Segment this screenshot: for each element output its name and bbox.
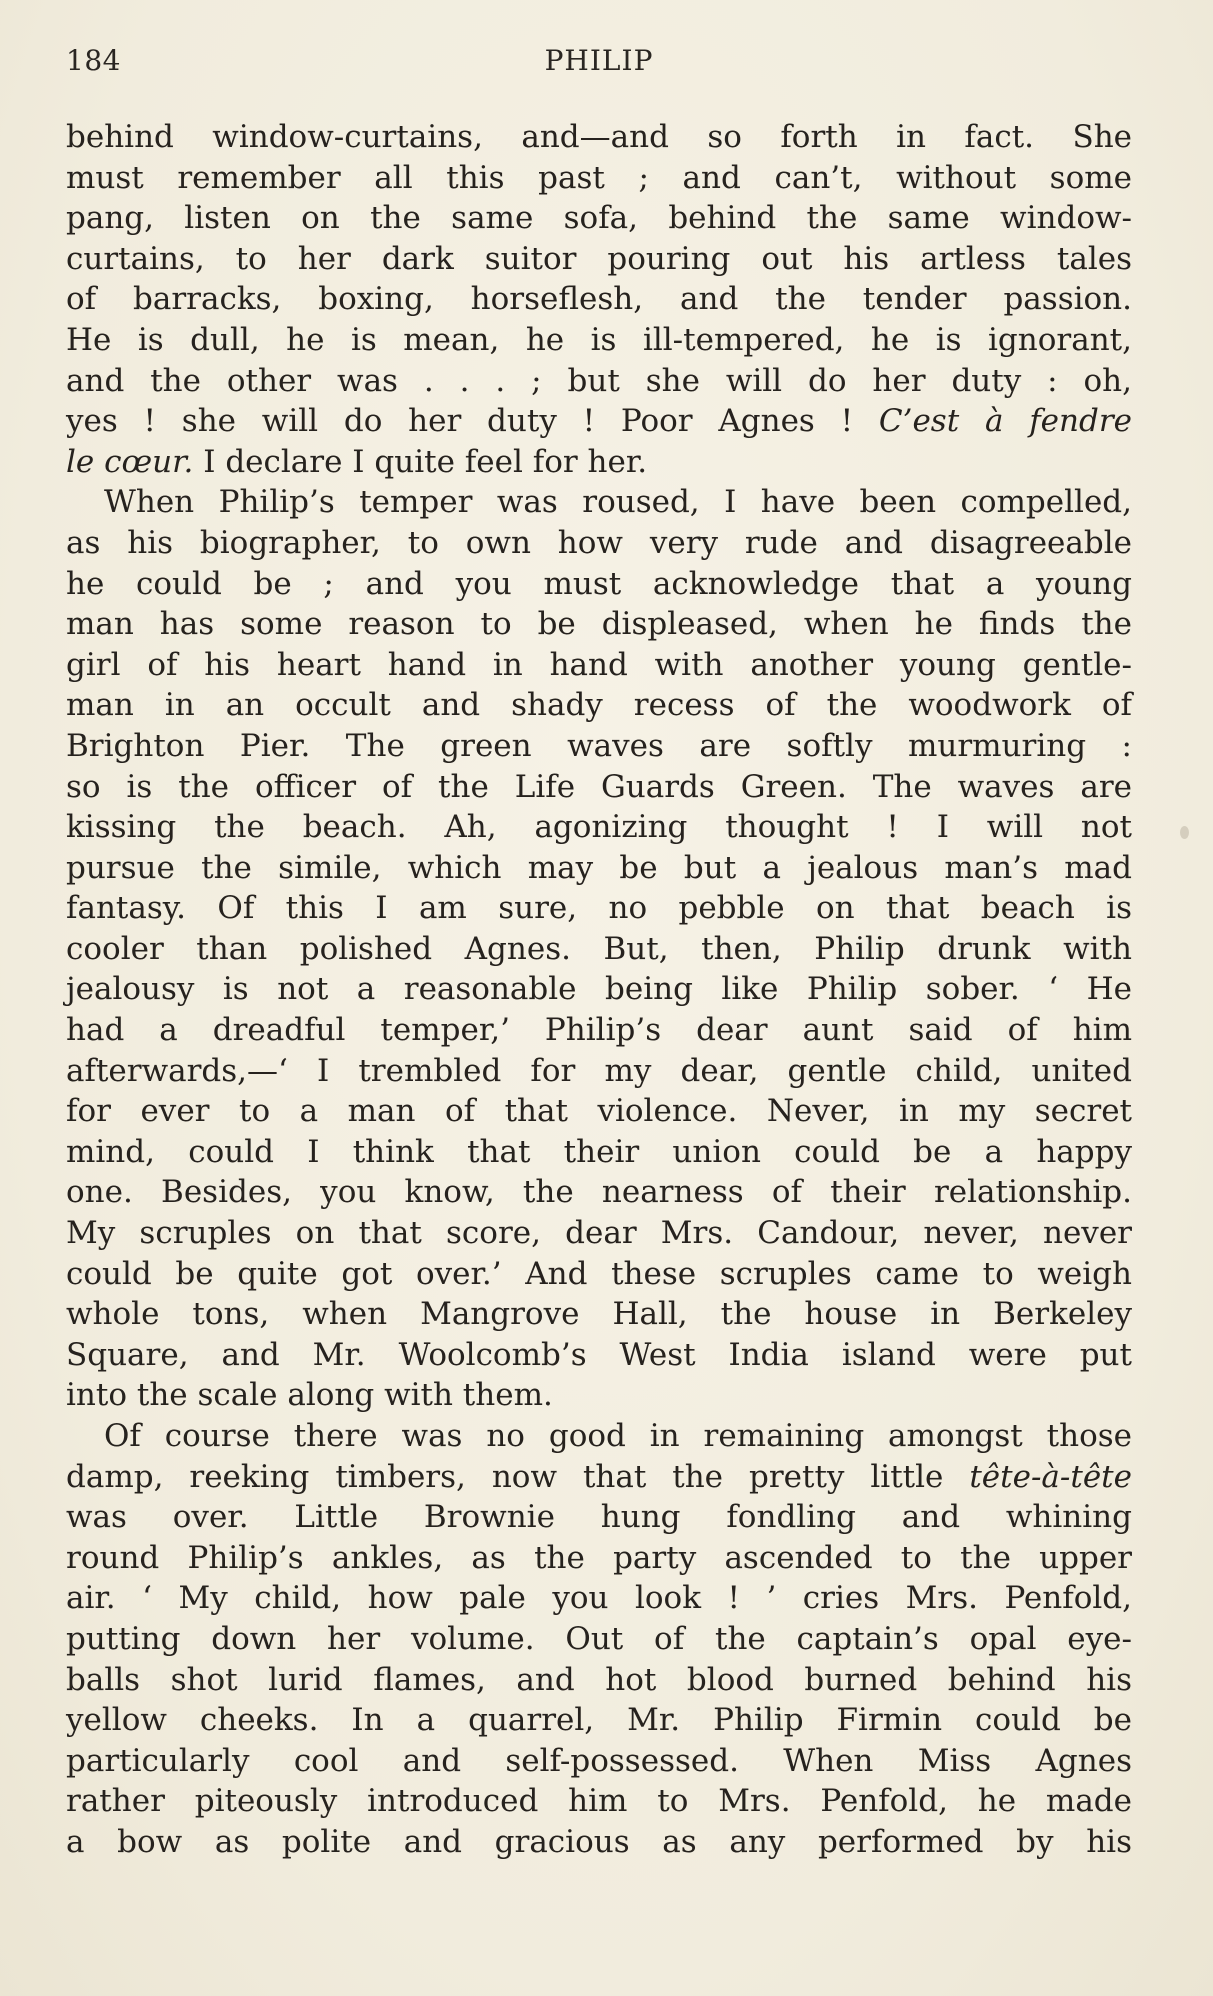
text-line: was over. Little Brownie hung fondling and whining bbox=[66, 1499, 1132, 1536]
text-line: of barracks, boxing, horseflesh, and the tender passion. bbox=[66, 281, 1132, 318]
body-text bbox=[66, 117, 1132, 1863]
text-line: pursue the simile, which may be but a jealous man’s mad bbox=[66, 849, 1132, 886]
text-line: Brighton Pier. The green waves are softly murmuring : bbox=[66, 727, 1132, 764]
text-segment: damp, reeking timbers, now that the pretty little bbox=[66, 1458, 944, 1495]
text-line: man has some reason to be displeased, when he finds the bbox=[66, 606, 1132, 643]
text-line: My scruples on that score, dear Mrs. Candour, never, never bbox=[66, 1215, 1132, 1252]
text-line: particularly cool and self-possessed. When Miss Agnes bbox=[66, 1742, 1132, 1779]
text-line: yellow cheeks. In a quarrel, Mr. Philip Firmin could be bbox=[66, 1702, 1132, 1739]
text-line: balls shot lurid flames, and hot blood burned behind his bbox=[66, 1661, 1132, 1698]
text-line: had a dreadful temper,’ Philip’s dear aunt said of him bbox=[66, 1012, 1132, 1049]
text-line: behind window-curtains, and—and so forth in fact. She bbox=[66, 119, 1132, 155]
text-line: pang, listen on the same sofa, behind the same window- bbox=[66, 200, 1132, 237]
text-line bbox=[66, 442, 1132, 483]
paper-spot bbox=[1180, 826, 1189, 839]
text-line: mind, could I think that their union could be a happy bbox=[66, 1133, 1132, 1170]
italic-phrase: tête-à-tête bbox=[969, 1458, 1132, 1495]
page-number: 184 bbox=[66, 44, 121, 77]
text-line: a bow as polite and gracious as any performed by his bbox=[66, 1823, 1132, 1860]
text-line: round Philip’s ankles, as the party ascended to the upper bbox=[66, 1539, 1132, 1576]
text-line: as his biographer, to own how very rude and disagreeable bbox=[66, 524, 1132, 561]
text-line: into the scale along with them. bbox=[66, 1377, 553, 1414]
text-line: so is the officer of the Life Guards Green. The waves are bbox=[66, 768, 1132, 805]
text-segment: yes ! she will do her duty ! Poor Agnes ! bbox=[66, 403, 854, 440]
text-line: putting down her volume. Out of the captain’s opal eye- bbox=[66, 1620, 1132, 1657]
text-line: curtains, to her dark suitor pouring out his artless tales bbox=[66, 240, 1132, 277]
text-line: must remember all this past ; and can’t, without some bbox=[66, 159, 1132, 196]
text-line: girl of his heart hand in hand with another young gentle- bbox=[66, 646, 1132, 683]
page-header bbox=[66, 44, 1132, 84]
text-line: rather piteously introduced him to Mrs. Penfold, he made bbox=[66, 1783, 1132, 1820]
text-line: one. Besides, you know, the nearness of their relationship. bbox=[66, 1174, 1132, 1211]
text-line: Square, and Mr. Woolcomb’s West India island were put bbox=[66, 1336, 1132, 1373]
text-line: he could be ; and you must acknowledge that a young bbox=[66, 565, 1132, 602]
running-head: PHILIP bbox=[544, 44, 654, 77]
text-line: Of course there was no good in remaining amongst those bbox=[104, 1418, 1132, 1454]
text-line: afterwards,—‘ I trembled for my dear, gentle child, united bbox=[66, 1052, 1132, 1089]
text-line bbox=[66, 401, 1132, 442]
text-line: When Philip’s temper was roused, I have been compelled, bbox=[104, 484, 1132, 521]
text-line: whole tons, when Mangrove Hall, the house in Berkeley bbox=[66, 1296, 1132, 1333]
text-line: jealousy is not a reasonable being like Philip sober. ‘ He bbox=[66, 971, 1132, 1008]
text-line: air. ‘ My child, how pale you look ! ’ cries Mrs. Penfold, bbox=[66, 1580, 1132, 1617]
text-segment: I declare I quite feel for her. bbox=[203, 443, 648, 480]
text-line: and the other was . . . ; but she will do her duty : oh, bbox=[66, 362, 1132, 399]
text-line: kissing the beach. Ah, agonizing thought ! I will not bbox=[66, 809, 1132, 846]
text-line: could be quite got over.’ And these scruples came to weigh bbox=[66, 1255, 1132, 1292]
text-line: He is dull, he is mean, he is ill-tempered, he is ignorant, bbox=[66, 321, 1132, 358]
text-line: fantasy. Of this I am sure, no pebble on that beach is bbox=[66, 890, 1132, 927]
italic-phrase: C’est à fendre bbox=[878, 403, 1132, 440]
text-line: man in an occult and shady recess of the woodwork of bbox=[66, 687, 1132, 724]
text-line: cooler than polished Agnes. But, then, Philip drunk with bbox=[66, 930, 1132, 967]
text-line bbox=[66, 1457, 1132, 1498]
text-line: for ever to a man of that violence. Never, in my secret bbox=[66, 1093, 1132, 1130]
italic-phrase: le cœur. bbox=[66, 443, 194, 480]
